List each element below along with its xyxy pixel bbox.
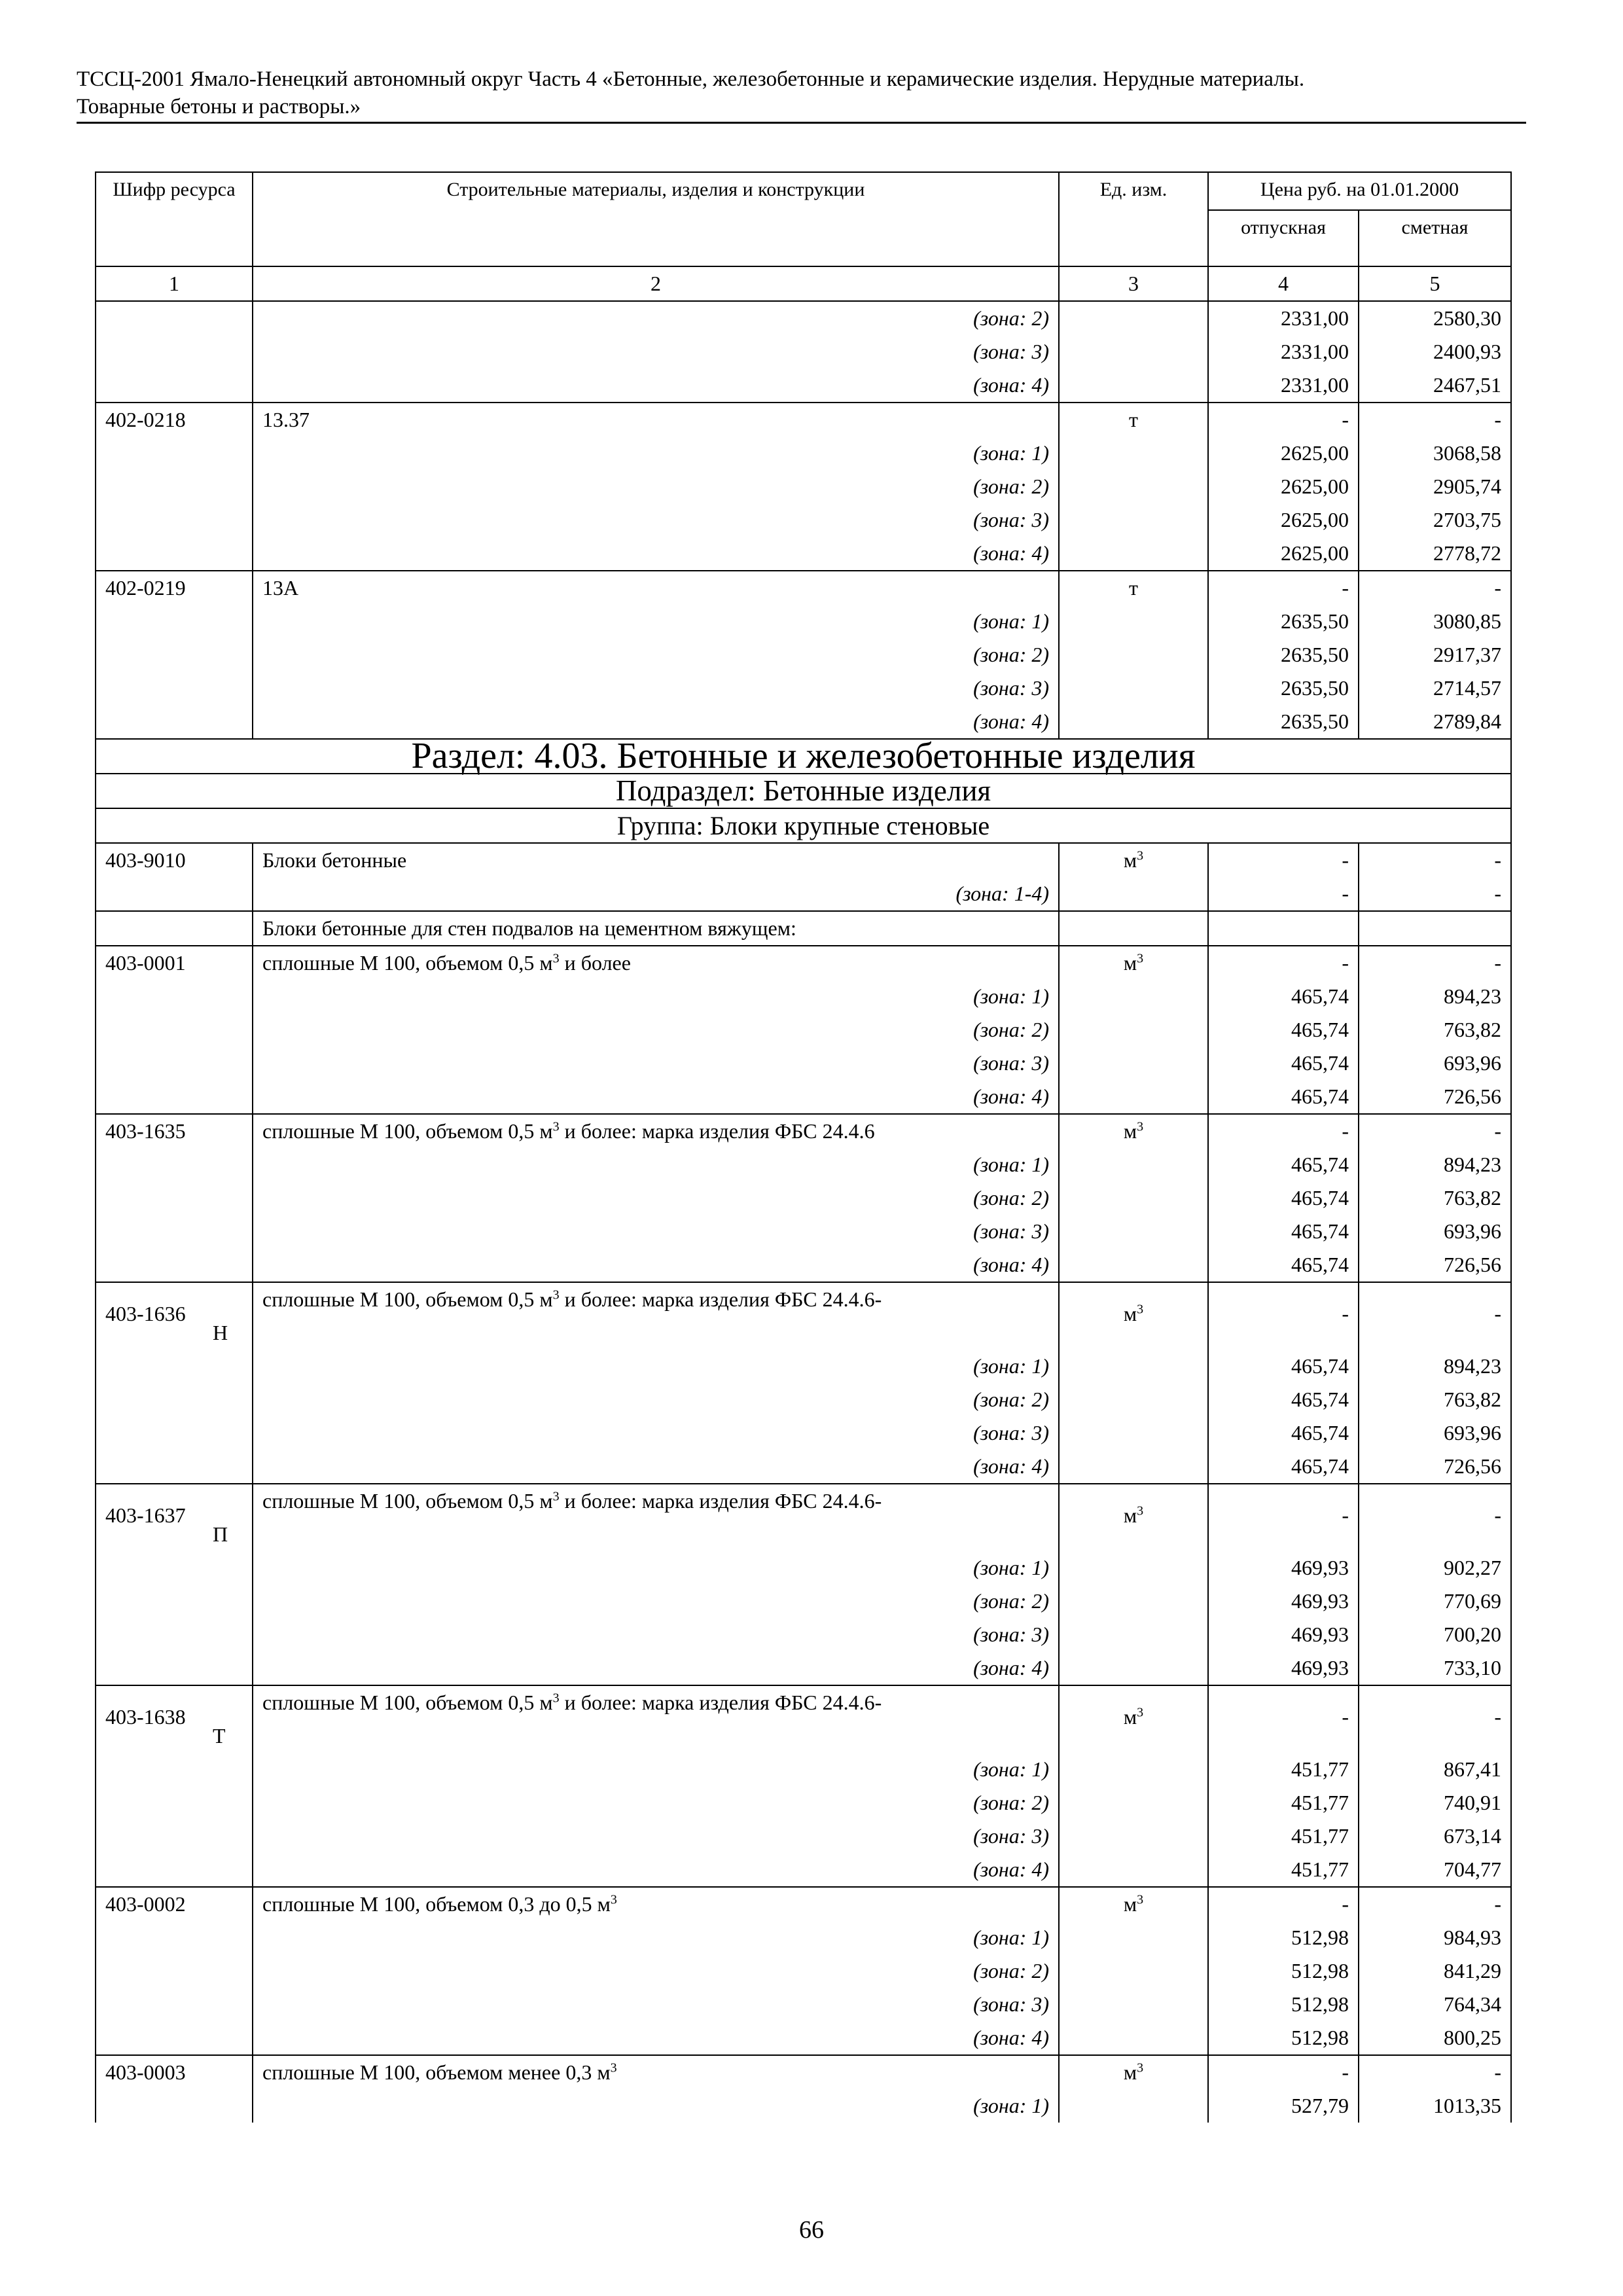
page-number: 66: [799, 2216, 824, 2244]
zone-label: (зона: 3): [253, 1988, 1059, 2021]
estimate-price: -: [1359, 571, 1511, 605]
code-column-header: Шифр ресурса: [96, 172, 253, 266]
estimate-price: 984,93: [1359, 1921, 1511, 1954]
unit-column-header: Ед. изм.: [1059, 172, 1208, 266]
unit: т: [1059, 571, 1208, 605]
estimate-price: 763,82: [1359, 1181, 1511, 1215]
estimate-price: 763,82: [1359, 1383, 1511, 1416]
estimate-price: 673,14: [1359, 1820, 1511, 1853]
release-price: 2331,00: [1208, 301, 1359, 335]
zone-row: [96, 1651, 1511, 1685]
estimate-price: 763,82: [1359, 1013, 1511, 1047]
material-name: 13А: [253, 571, 1059, 605]
estimate-price: 726,56: [1359, 1080, 1511, 1114]
item-row: [96, 1484, 1511, 1551]
resource-code: 403-1638: [96, 1685, 253, 1753]
item-row: [96, 403, 1511, 437]
material-name: сплошные М 100, объемом 0,5 $м^3$ и более: марка изделия ФБС 24.4.6- Н: [253, 1282, 1059, 1350]
release-price: 2331,00: [1208, 335, 1359, 368]
column-number-row: [96, 266, 1511, 301]
resource-code: 403-1635: [96, 1114, 253, 1148]
estimate-price: 2778,72: [1359, 537, 1511, 571]
item-row: [96, 571, 1511, 605]
estimate-price: 2789,84: [1359, 705, 1511, 739]
column-number: 3: [1059, 266, 1208, 301]
release-price: 2625,00: [1208, 470, 1359, 503]
zone-row: [96, 1416, 1511, 1450]
section-title: Раздел: 4.03. Бетонные и железобетонные изделия: [96, 739, 1511, 774]
unit: т: [1059, 403, 1208, 437]
estimate-price: 2917,37: [1359, 638, 1511, 672]
release-price: 451,77: [1208, 1853, 1359, 1887]
subsection-title: Подраздел: Бетонные изделия: [96, 774, 1511, 808]
release-price: 2635,50: [1208, 638, 1359, 672]
zone-row: [96, 1013, 1511, 1047]
resource-code: 402-0218: [96, 403, 253, 437]
zone-row: [96, 1753, 1511, 1786]
release-price: 465,74: [1208, 1148, 1359, 1181]
release-price: -: [1208, 877, 1359, 911]
group-heading-row: [96, 911, 1511, 946]
estimate-price: 894,23: [1359, 1350, 1511, 1383]
release-price: 465,74: [1208, 1080, 1359, 1114]
estimate-price: 693,96: [1359, 1215, 1511, 1248]
zone-label: (зона: 3): [253, 1047, 1059, 1080]
release-price: 465,74: [1208, 1215, 1359, 1248]
estimate-price: 704,77: [1359, 1853, 1511, 1887]
zone-label: (зона: 2): [253, 301, 1059, 335]
estimate-price: 2703,75: [1359, 503, 1511, 537]
zone-label: (зона: 4): [253, 537, 1059, 571]
estimate-price: -: [1359, 877, 1511, 911]
zone-label: (зона: 3): [253, 335, 1059, 368]
estimate-price: -: [1359, 403, 1511, 437]
material-name-tail: Т: [213, 1724, 226, 1748]
zone-label: (зона: 2): [253, 1013, 1059, 1047]
release-price: 2625,00: [1208, 437, 1359, 470]
material-name: Блоки бетонные: [253, 843, 1059, 877]
zone-label: (зона: 3): [253, 1820, 1059, 1853]
release-price: 2331,00: [1208, 368, 1359, 403]
item-row: [96, 1114, 1511, 1148]
estimate-price: -: [1359, 1685, 1511, 1753]
estimate-price: 800,25: [1359, 2021, 1511, 2055]
zone-row: [96, 301, 1511, 335]
resource-code: 403-1637: [96, 1484, 253, 1551]
item-row: [96, 1282, 1511, 1350]
release-price: -: [1208, 403, 1359, 437]
release-price: 469,93: [1208, 1551, 1359, 1585]
zone-label: (зона: 2): [253, 1383, 1059, 1416]
name-column-header: Строительные материалы, изделия и конструкции: [253, 172, 1059, 266]
release-price: -: [1208, 1685, 1359, 1753]
zone-label: (зона: 4): [253, 1853, 1059, 1887]
zone-row: [96, 335, 1511, 368]
resource-code: 403-0003: [96, 2055, 253, 2089]
zone-row: [96, 1181, 1511, 1215]
material-name: сплошные М 100, объемом 0,5 $м^3$ и более: [253, 946, 1059, 980]
release-price: 512,98: [1208, 1921, 1359, 1954]
estimate-price: -: [1359, 843, 1511, 877]
zone-label: (зона: 3): [253, 672, 1059, 705]
release-price: 451,77: [1208, 1753, 1359, 1786]
estimate-price: 726,56: [1359, 1248, 1511, 1282]
zone-row: [96, 470, 1511, 503]
unit: $м^3$: [1059, 843, 1208, 877]
release-price: 465,74: [1208, 1248, 1359, 1282]
resource-code: 403-9010: [96, 843, 253, 877]
zone-row: [96, 503, 1511, 537]
zone-row: [96, 1618, 1511, 1651]
release-price: 451,77: [1208, 1820, 1359, 1853]
release-price: 465,74: [1208, 1416, 1359, 1450]
header-line-1: ТССЦ-2001 Ямало-Ненецкий автономный округ Часть 4 «Бетонные, железобетонные и керамические изделия. Нерудные материалы.: [77, 67, 1305, 91]
estimate-price: 770,69: [1359, 1585, 1511, 1618]
item-row: [96, 843, 1511, 877]
unit: $м^3$: [1059, 1282, 1208, 1350]
zone-row: [96, 1954, 1511, 1988]
zone-label: (зона: 3): [253, 503, 1059, 537]
zone-row: [96, 1585, 1511, 1618]
page-header: [77, 65, 1526, 120]
zone-label: (зона: 1): [253, 1921, 1059, 1954]
unit: $м^3$: [1059, 1887, 1208, 1921]
release-price: 469,93: [1208, 1618, 1359, 1651]
release-price: 512,98: [1208, 1988, 1359, 2021]
header-rule: [77, 122, 1526, 124]
unit: $м^3$: [1059, 1114, 1208, 1148]
material-name-tail: Н: [213, 1321, 228, 1344]
column-number: 4: [1208, 266, 1359, 301]
material-name: сплошные М 100, объемом 0,5 $м^3$ и более: марка изделия ФБС 24.4.6: [253, 1114, 1059, 1148]
release-price: -: [1208, 1484, 1359, 1551]
estimate-price: 841,29: [1359, 1954, 1511, 1988]
zone-label: (зона: 1): [253, 2089, 1059, 2123]
zone-label: (зона: 2): [253, 638, 1059, 672]
estimate-price: 894,23: [1359, 980, 1511, 1013]
zone-row: [96, 1047, 1511, 1080]
zone-row: [96, 705, 1511, 739]
zone-row: [96, 1853, 1511, 1887]
release-price: -: [1208, 1282, 1359, 1350]
zone-row: [96, 980, 1511, 1013]
zone-label: (зона: 1): [253, 1551, 1059, 1585]
estimate-price: 894,23: [1359, 1148, 1511, 1181]
estimate-price: 2714,57: [1359, 672, 1511, 705]
zone-label: (зона: 3): [253, 1215, 1059, 1248]
material-name-tail: П: [213, 1522, 228, 1546]
table-body-blocks: [96, 843, 1511, 2123]
release-price: 465,74: [1208, 1450, 1359, 1484]
estimate-price: -: [1359, 1282, 1511, 1350]
zone-label: (зона: 4): [253, 368, 1059, 403]
zone-row: [96, 1383, 1511, 1416]
zone-row: [96, 1551, 1511, 1585]
estimate-price: 2467,51: [1359, 368, 1511, 403]
release-price: 2635,50: [1208, 605, 1359, 638]
estimate-price: -: [1359, 1887, 1511, 1921]
zone-label: (зона: 1): [253, 1753, 1059, 1786]
estimate-price: 2580,30: [1359, 301, 1511, 335]
estimate-price: -: [1359, 946, 1511, 980]
zone-row: [96, 2089, 1511, 2123]
zone-row: [96, 1080, 1511, 1114]
unit: $м^3$: [1059, 946, 1208, 980]
price-column-header: Цена руб. на 01.01.2000: [1208, 172, 1511, 210]
resource-code: 403-0001: [96, 946, 253, 980]
zone-label: (зона: 1): [253, 437, 1059, 470]
zone-label: (зона: 1): [253, 1148, 1059, 1181]
zone-label: (зона: 4): [253, 2021, 1059, 2055]
release-price: 465,74: [1208, 1350, 1359, 1383]
zone-row: [96, 1820, 1511, 1853]
release-price: -: [1208, 1887, 1359, 1921]
release-price: 469,93: [1208, 1585, 1359, 1618]
zone-label: (зона: 4): [253, 1248, 1059, 1282]
estimate-price: 740,91: [1359, 1786, 1511, 1820]
estimate-price: 726,56: [1359, 1450, 1511, 1484]
zone-row: [96, 1148, 1511, 1181]
zone-label: (зона: 2): [253, 1181, 1059, 1215]
group-title: Группа: Блоки крупные стеновые: [96, 808, 1511, 843]
release-price: -: [1208, 1114, 1359, 1148]
release-price: 465,74: [1208, 1383, 1359, 1416]
item-row: [96, 1685, 1511, 1753]
column-number: 5: [1359, 266, 1511, 301]
estimate-price: 764,34: [1359, 1988, 1511, 2021]
material-name: 13.37: [253, 403, 1059, 437]
estimate-price: 867,41: [1359, 1753, 1511, 1786]
resource-code: 403-0002: [96, 1887, 253, 1921]
item-row: [96, 946, 1511, 980]
header-line-2: Товарные бетоны и растворы.»: [77, 95, 361, 118]
unit: $м^3$: [1059, 1685, 1208, 1753]
zone-label: (зона: 4): [253, 1450, 1059, 1484]
zone-label: (зона: 2): [253, 1954, 1059, 1988]
zone-row: [96, 437, 1511, 470]
zone-label: (зона: 3): [253, 1618, 1059, 1651]
zone-row: [96, 1988, 1511, 2021]
release-price: 2625,00: [1208, 537, 1359, 571]
unit: $м^3$: [1059, 1484, 1208, 1551]
estimate-price: 3068,58: [1359, 437, 1511, 470]
estimate-price: -: [1359, 2055, 1511, 2089]
material-name: сплошные М 100, объемом менее 0,3 $м^3$: [253, 2055, 1059, 2089]
zone-label: (зона: 1): [253, 1350, 1059, 1383]
zone-row: [96, 1248, 1511, 1282]
zone-row: [96, 2021, 1511, 2055]
zone-row: [96, 1350, 1511, 1383]
estimate-price: 2905,74: [1359, 470, 1511, 503]
estimate-price: 902,27: [1359, 1551, 1511, 1585]
material-name: сплошные М 100, объемом 0,5 $м^3$ и более: марка изделия ФБС 24.4.6- П: [253, 1484, 1059, 1551]
item-row: [96, 2055, 1511, 2089]
release-price: 451,77: [1208, 1786, 1359, 1820]
zone-label: (зона: 3): [253, 1416, 1059, 1450]
zone-row: [96, 368, 1511, 403]
zone-label: (зона: 4): [253, 705, 1059, 739]
estimate-price: 3080,85: [1359, 605, 1511, 638]
estimate-price: 2400,93: [1359, 335, 1511, 368]
material-name: сплошные М 100, объемом 0,5 $м^3$ и более: марка изделия ФБС 24.4.6- Т: [253, 1685, 1059, 1753]
release-price: 469,93: [1208, 1651, 1359, 1685]
estimate-price: -: [1359, 1484, 1511, 1551]
material-name: сплошные М 100, объемом 0,3 до 0,5 $м^3$: [253, 1887, 1059, 1921]
section-headings: [96, 736, 1511, 843]
price-table: [95, 171, 1512, 2123]
release-price: 512,98: [1208, 1954, 1359, 1988]
estimate-price: 700,20: [1359, 1618, 1511, 1651]
zone-row: [96, 1215, 1511, 1248]
estimate-price: 733,10: [1359, 1651, 1511, 1685]
zone-label: (зона: 2): [253, 1585, 1059, 1618]
release-price: 465,74: [1208, 1047, 1359, 1080]
zone-row: [96, 1786, 1511, 1820]
release-price: -: [1208, 571, 1359, 605]
resource-code: 402-0219: [96, 571, 253, 605]
zone-row: [96, 537, 1511, 571]
release-price: -: [1208, 843, 1359, 877]
item-row: [96, 1887, 1511, 1921]
release-price: 2635,50: [1208, 672, 1359, 705]
release-price: 2635,50: [1208, 705, 1359, 739]
estimate-price-header: сметная: [1359, 210, 1511, 266]
release-price-header: отпускная: [1208, 210, 1359, 266]
zone-label: (зона: 2): [253, 470, 1059, 503]
unit: $м^3$: [1059, 2055, 1208, 2089]
estimate-price: 693,96: [1359, 1416, 1511, 1450]
zone-row: [96, 672, 1511, 705]
zone-label: (зона: 2): [253, 1786, 1059, 1820]
release-price: 512,98: [1208, 2021, 1359, 2055]
zone-row: [96, 1450, 1511, 1484]
release-price: 2625,00: [1208, 503, 1359, 537]
release-price: 465,74: [1208, 1013, 1359, 1047]
zone-label: (зона: 1): [253, 605, 1059, 638]
table-body-continuation: [96, 301, 1511, 739]
release-price: 465,74: [1208, 1181, 1359, 1215]
release-price: 527,79: [1208, 2089, 1359, 2123]
table-head: [96, 172, 1511, 301]
column-number: 1: [96, 266, 253, 301]
zone-row: [96, 605, 1511, 638]
release-price: -: [1208, 2055, 1359, 2089]
zone-row: [96, 1921, 1511, 1954]
release-price: 465,74: [1208, 980, 1359, 1013]
zone-row: [96, 638, 1511, 672]
estimate-price: -: [1359, 1114, 1511, 1148]
release-price: -: [1208, 946, 1359, 980]
zone-row: [96, 877, 1511, 911]
estimate-price: 693,96: [1359, 1047, 1511, 1080]
resource-code: 403-1636: [96, 1282, 253, 1350]
group-heading: Блоки бетонные для стен подвалов на цементном вяжущем:: [253, 911, 1059, 946]
estimate-price: 1013,35: [1359, 2089, 1511, 2123]
column-number: 2: [253, 266, 1059, 301]
zone-label: (зона: 4): [253, 1651, 1059, 1685]
zone-label: (зона: 4): [253, 1080, 1059, 1114]
zone-label: (зона: 1): [253, 980, 1059, 1013]
zone-label: (зона: 1-4): [253, 877, 1059, 911]
